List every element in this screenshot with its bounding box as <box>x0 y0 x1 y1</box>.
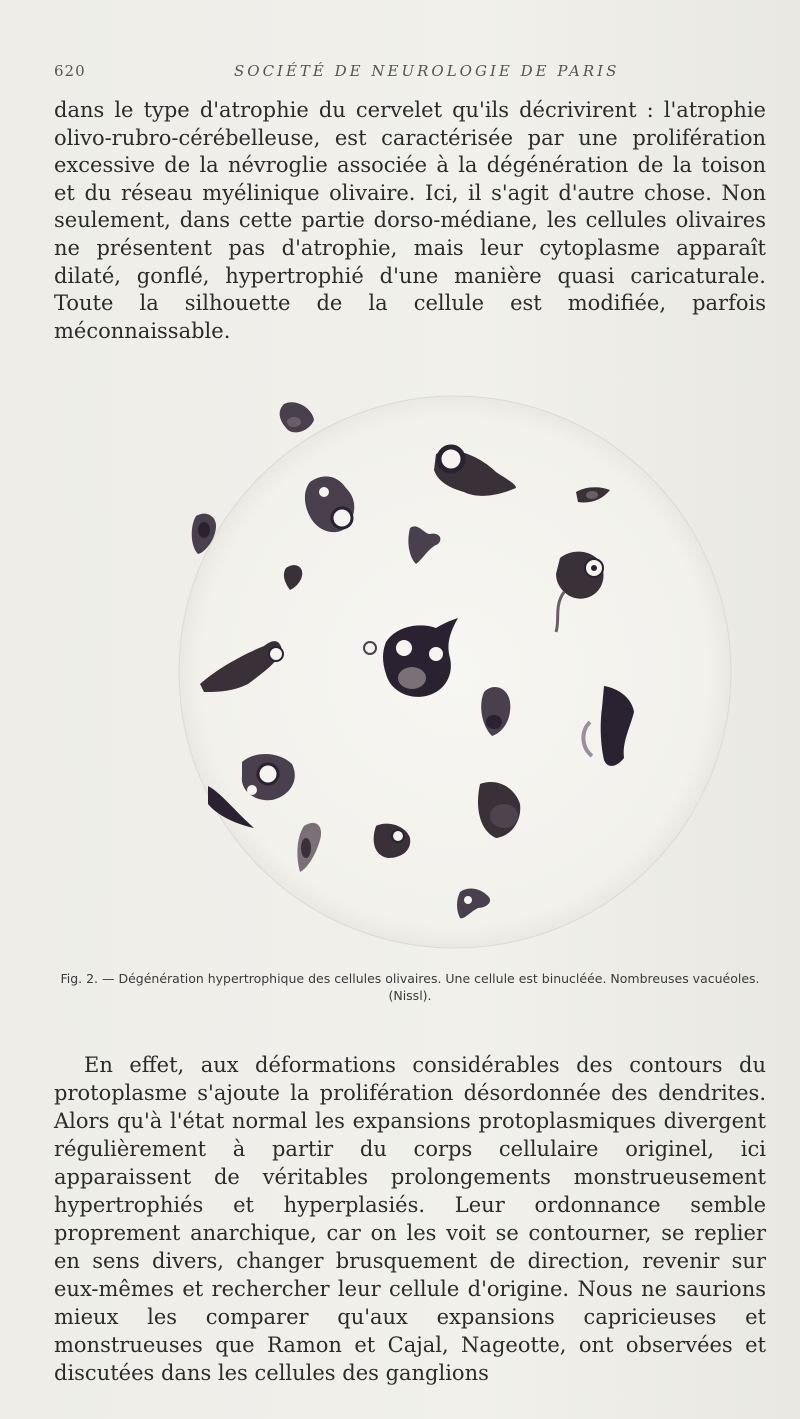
micrograph-image <box>124 392 750 952</box>
journal-title: SOCIÉTÉ DE NEUROLOGIE DE PARIS <box>234 62 620 80</box>
micrograph-figure <box>124 392 750 952</box>
running-head <box>54 62 760 84</box>
paragraph-continuation: En effet, aux déformations considérables des contours du protoplasme s'ajoute la prolifération désordonnée des dendrites. Alors qu'à l'état normal les expansions protoplasmiques divergent régulièrement à partir du corps cellulaire originel, ici apparaissent de véritables prolongements monstrueusement hypertrophiés et hyperplasiés. Leur ordonnance semble proprement anarchique, car on les voit se contourner, se replier en sens divers, changer brusquement de direction, revenir sur eux-mêmes et rechercher leur cellule d'origine. Nous ne saurions mieux les comparer qu'aux expansions capricieuses et monstrueuses que Ramon et Cajal, Nageotte, ont observées et discutées dans les cellules des ganglions <box>54 1053 766 1385</box>
paragraph-intro: dans le type d'atrophie du cervelet qu'ils décrivirent : l'atrophie olivo-rubro-cérébelleuse, est caractérisée par une prolifération excessive de la névroglie associée à la dégénération de la toison et du réseau myélinique olivaire. Ici, il s'agit d'autre chose. Non seulement, dans cette partie dorso-médiane, les cellules olivaires ne présentent pas d'atrophie, mais leur cytoplasme apparaît dilaté, gonflé, hypertrophié d'une manière quasi caricaturale. Toute la silhouette de la cellule est modifiée, parfois méconnaissable. <box>54 98 766 343</box>
page-number: 620 <box>54 62 86 80</box>
cell-1 <box>280 402 314 432</box>
figure-caption: Fig. 2. — Dégénération hypertrophique des cellules olivaires. Une cellule est binucléée. Nombreuses vacuéoles. (Nissl). <box>60 971 760 1003</box>
